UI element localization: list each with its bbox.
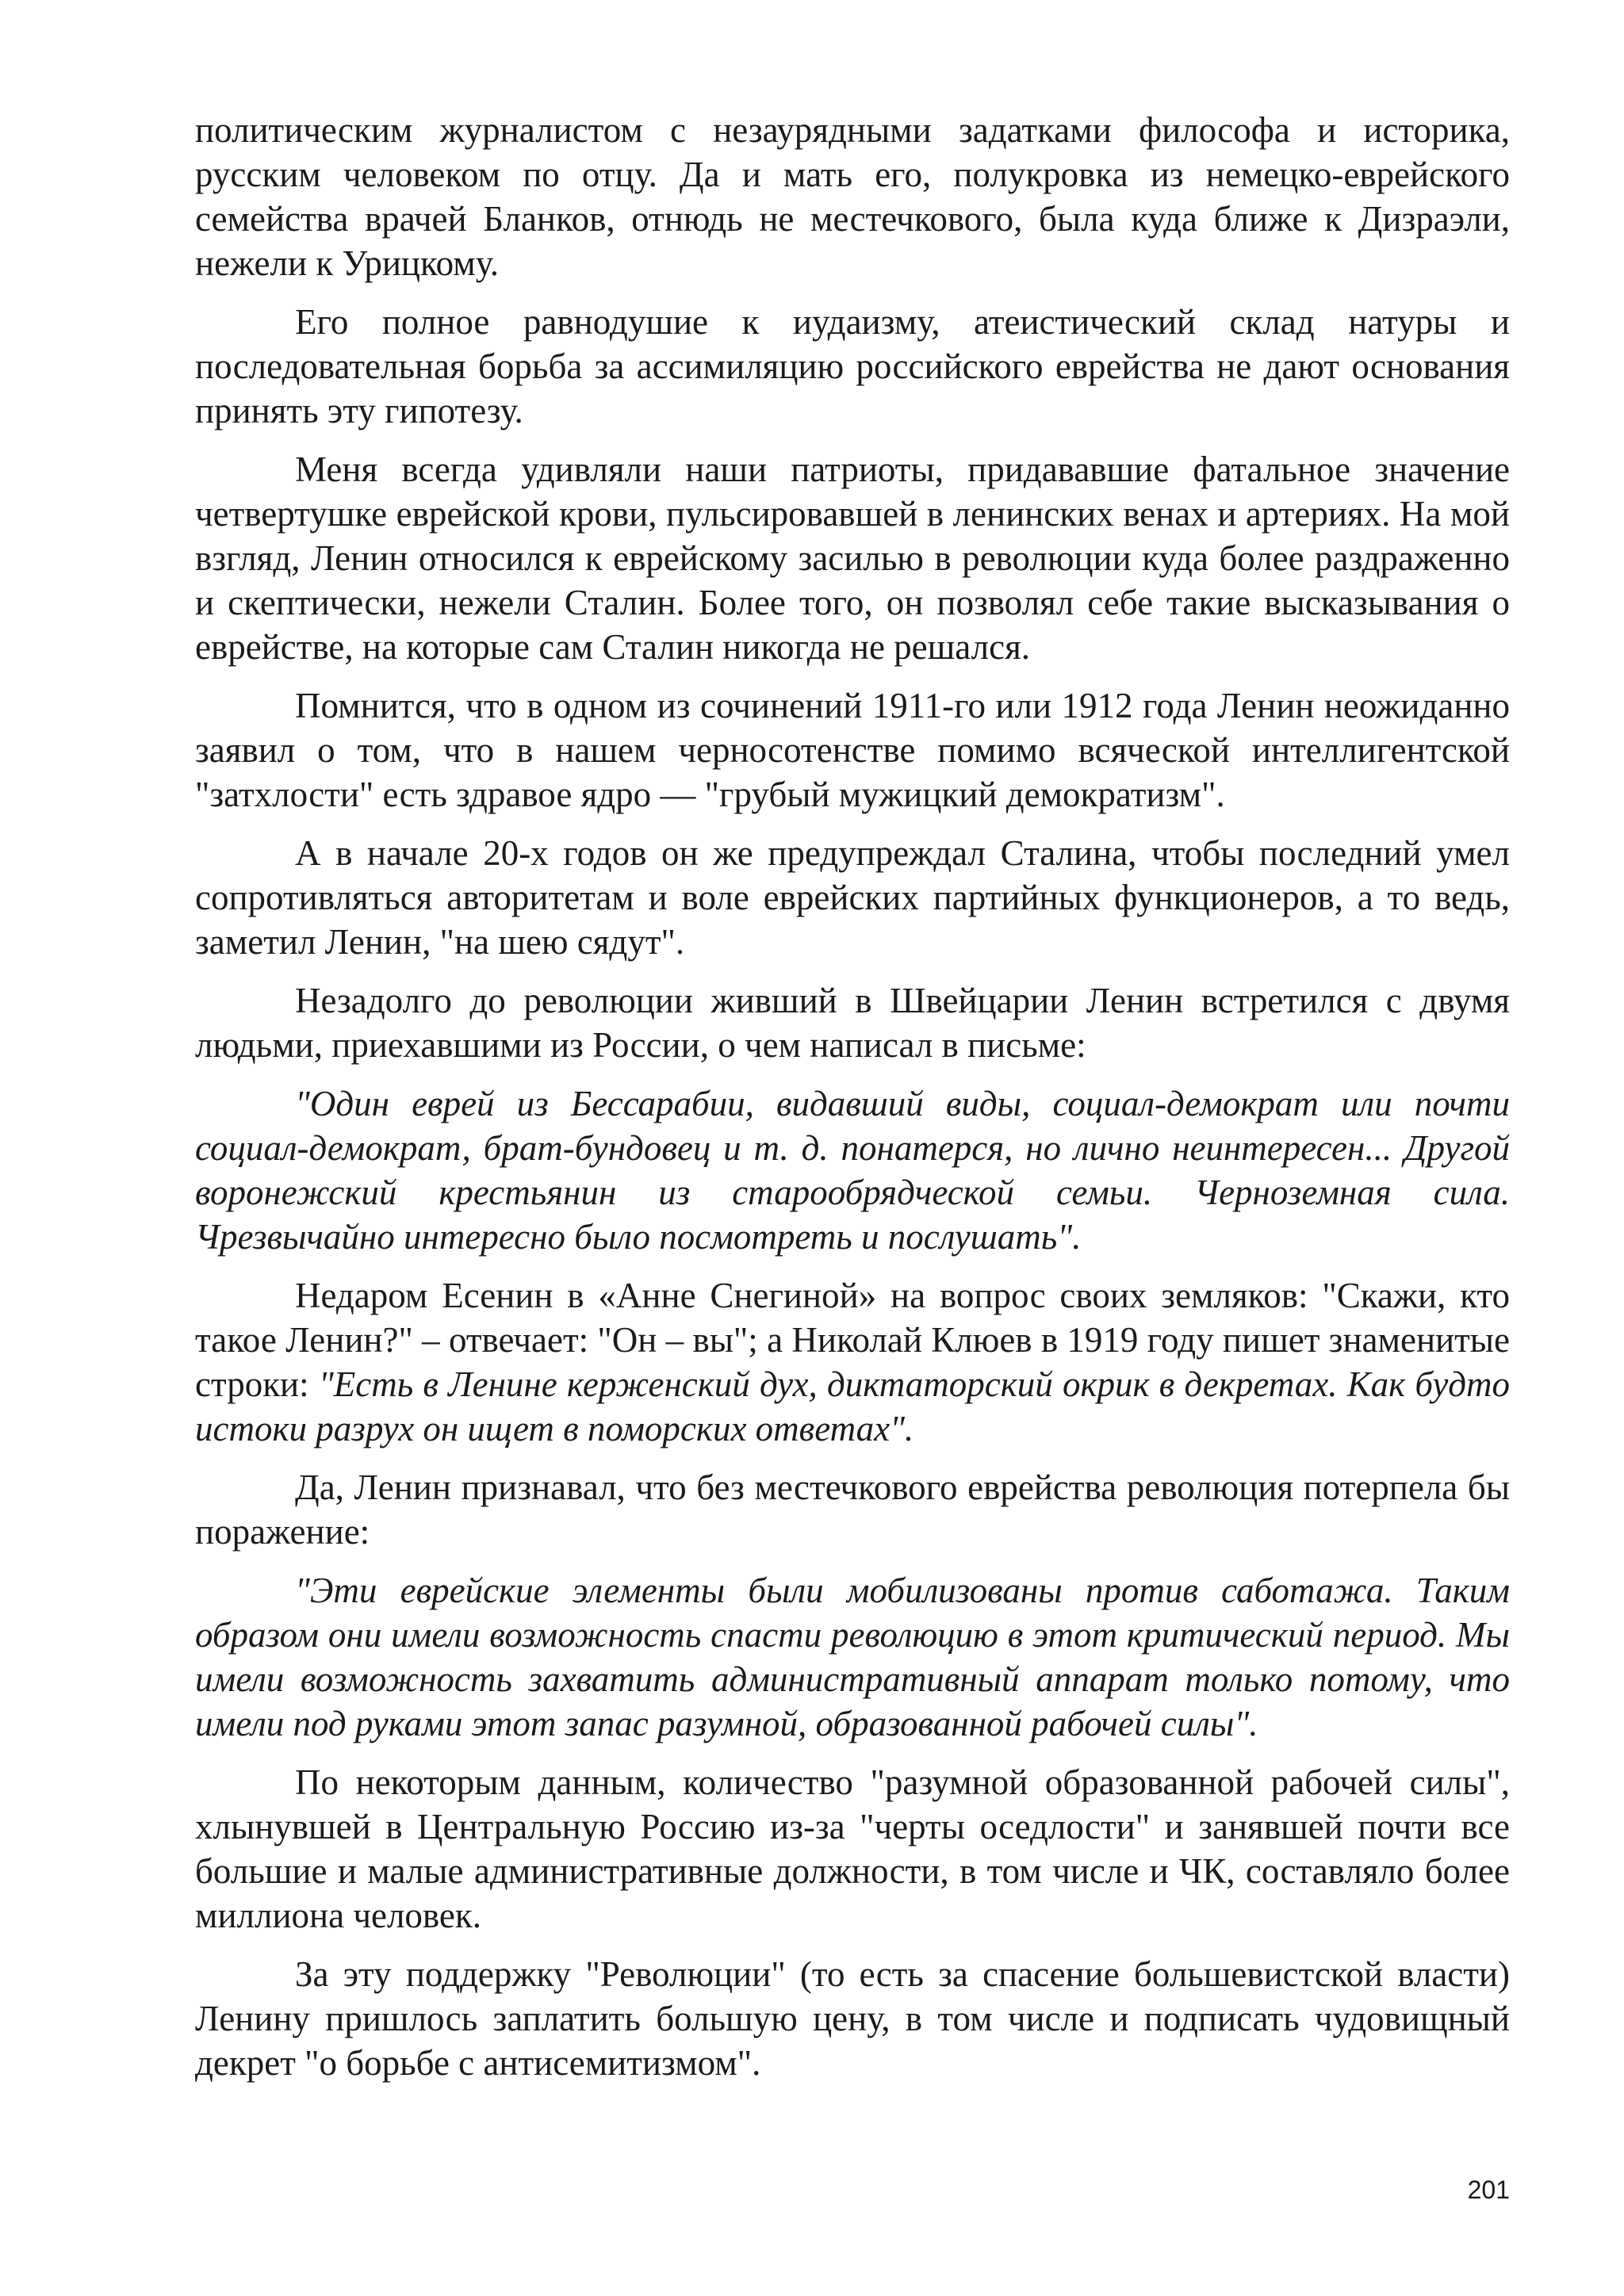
paragraph: Да, Ленин признавал, что без местечкового еврейства революция потерпела бы поражение: <box>195 1468 1510 1552</box>
paragraph: А в начале 20-х годов он же предупреждал Сталина, чтобы последний умел сопротивляться авторитетам и воле еврейских партийных функционеров, а то ведь, заметил Ленин, "на шею сядут". <box>195 833 1510 962</box>
quotation: "Один еврей из Бессарабии, видавший виды, социал-демократ или почти социал-демократ, брат-бундовец и т. д. понатерся, но лично неинтересен... Другой воронежский крестьянин из старообрядческой семьи. Черноземная сила. Чрезвычайно интересно было посмотреть и послушать". <box>195 1084 1510 1257</box>
paragraph-with-quotation <box>195 1273 1510 1451</box>
quotation: "Эти еврейские элементы были мобилизованы против саботажа. Таким образом они имели возможность спасти революцию в этот критический период. Мы имели возможность захватить административный аппарат только потому, что имели под руками этот запас разумной, образованной рабочей силы". <box>195 1571 1510 1743</box>
page-number: 201 <box>1467 2175 1510 2204</box>
paragraph: По некоторым данным, количество "разумной образованной рабочей силы", хлынувшей в Центральную Россию из-за "черты оседлости" и занявшей почти все большие и малые административные должности, в том числе и ЧК, составляло более миллиона человек. <box>195 1762 1510 1935</box>
inline-quotation: "Есть в Ленине керженский дух, диктаторский окрик в декретах. Как будто истоки разрух он ищет в поморских ответах". <box>195 1364 1511 1448</box>
paragraph: Помнится, что в одном из сочинений 1911-го или 1912 года Ленин неожиданно заявил о том, что в нашем черносотенстве помимо всяческой интеллигентской "затхлости" есть здравое ядро — "грубый мужицкий демократизм". <box>195 686 1510 814</box>
text-column <box>195 108 1510 2099</box>
paragraph-text: Недаром Есенин в «Анне Снегиной» на вопрос своих земляков: "Скажи, кто такое Ленин?" – отвечает: "Он – вы"; а Николай Клюев в 1919 году пишет знаменитые строки: <box>195 1276 1510 1404</box>
paragraph: Незадолго до революции живший в Швейцарии Ленин встретился с двумя людьми, приехавшими из России, о чем написал в письме: <box>195 981 1510 1065</box>
paragraph: Меня всегда удивляли наши патриоты, придававшие фатальное значение четвертушке еврейской крови, пульсировавшей в ленинских венах и артериях. На мой взгляд, Ленин относился к еврейскому засилью в революции куда более раздраженно и скептически, нежели Сталин. Более того, он позволял себе такие высказывания о еврействе, на которые сам Сталин никогда не решался. <box>195 450 1510 667</box>
paragraph: Его полное равнодушие к иудаизму, атеистический склад натуры и последовательная борьба за ассимиляцию российского еврейства не дают основания принять эту гипотезу. <box>195 302 1510 430</box>
paragraph: политическим журналистом с незаурядными задатками философа и историка, русским человеком по отцу. Да и мать его, полукровка из немецко-еврейского семейства врачей Бланков, отнюдь не местечкового, была куда ближе к Дизраэли, нежели к Урицкому. <box>195 110 1510 283</box>
paragraph: За эту поддержку "Революции" (то есть за спасение большевистской власти) Ленину пришлось заплатить большую цену, в том числе и подписать чудовищный декрет "о борьбе с антисемитизмом". <box>195 1954 1510 2083</box>
